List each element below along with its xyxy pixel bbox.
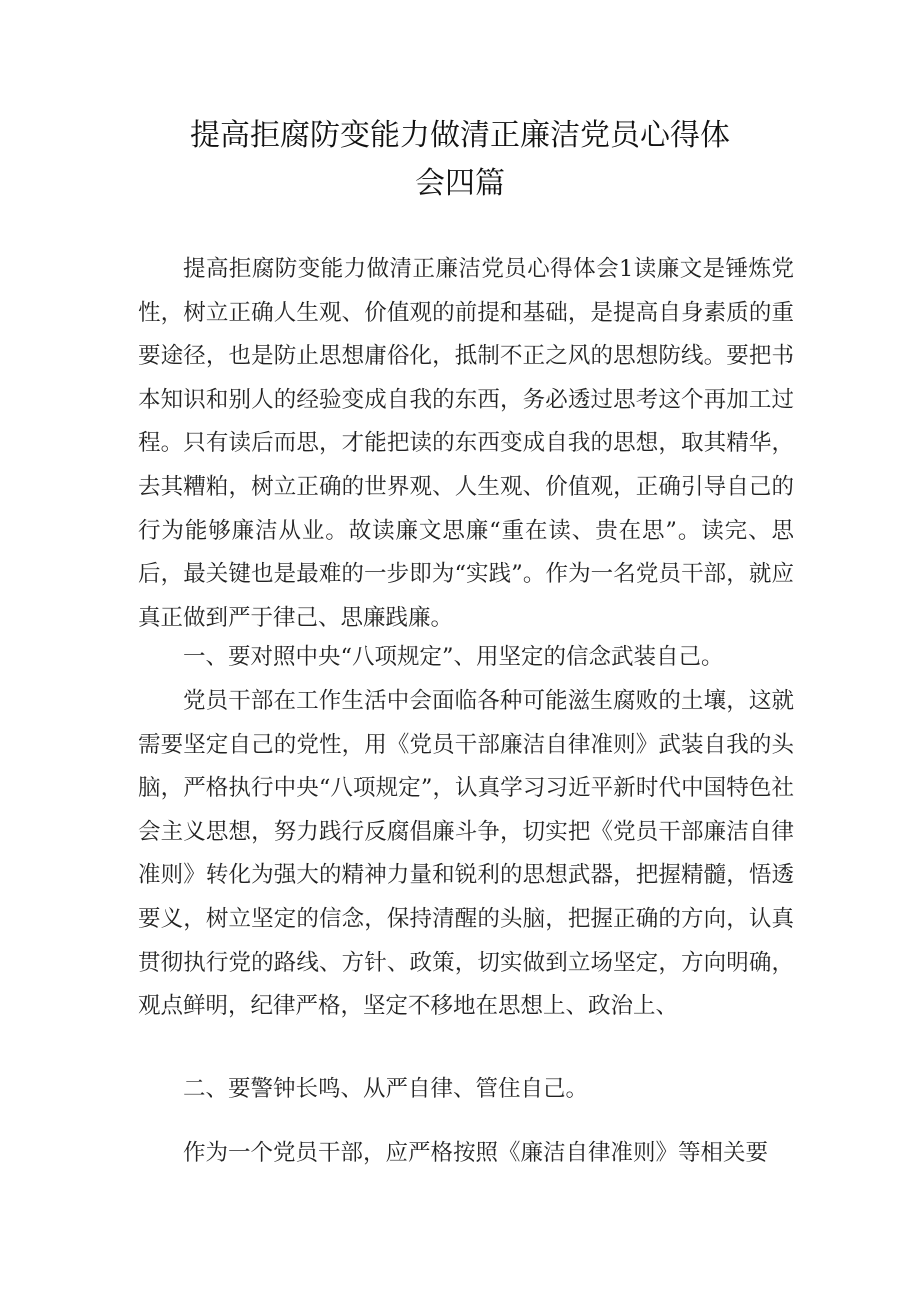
title-line-2: 会四篇 — [415, 166, 505, 201]
section-body-2: 作为一个党员干部，应严格按照《廉洁自律准则》等相关要 — [183, 1140, 769, 1166]
title-line-1: 提高拒腐防变能力做清正廉洁党员心得体 — [190, 118, 730, 153]
intro-paragraph: 提高拒腐防变能力做清正廉洁党员心得体会1读廉文是锤炼党性，树立正确人生观、价值观的前提和基础，是提高自身素质的重要途径，也是防止思想庸俗化，抵制不正之风的思想防线。要把书本知识和别人的经验变成自我的东西，务必透过思考这个再加工过程。只有读后而思，才能把读的东西变成自我的思想，取其精华，去其糟粕，树立正确的世界观、人生观、价值观，正确引导自己的行为能够廉洁从业。故读廉文思廉“重在读、贵在思”。读完、思后，最关键也是最难的一步即为“实践”。作为一名党员干部，就应真正做到严于律己、思廉践廉。 — [138, 256, 794, 631]
section-heading-1: 一、要对照中央“八项规定”、用坚定的信念武装自己。 — [183, 644, 724, 670]
section-body-1: 党员干部在工作生活中会面临各种可能滋生腐败的土壤，这就需要坚定自己的党性，用《党员干部廉洁自律准则》武装自我的头脑，严格执行中央“八项规定”，认真学习习近平新时代中国特色社会主义思想，努力践行反腐倡廉斗争，切实把《党员干部廉洁自律准则》转化为强大的精神力量和锐利的思想武器，把握精髓，悟透要义，树立坚定的信念，保持清醒的头脑，把握正确的方向，认真贯彻执行党的路线、方针、政策，切实做到立场坚定，方向明确，观点鲜明，纪律严格，坚定不移地在思想上、政治上、 — [138, 688, 794, 1020]
section-heading-2: 二、要警钟长鸣、从严自律、管住自己。 — [183, 1076, 589, 1102]
page-title — [140, 112, 780, 208]
